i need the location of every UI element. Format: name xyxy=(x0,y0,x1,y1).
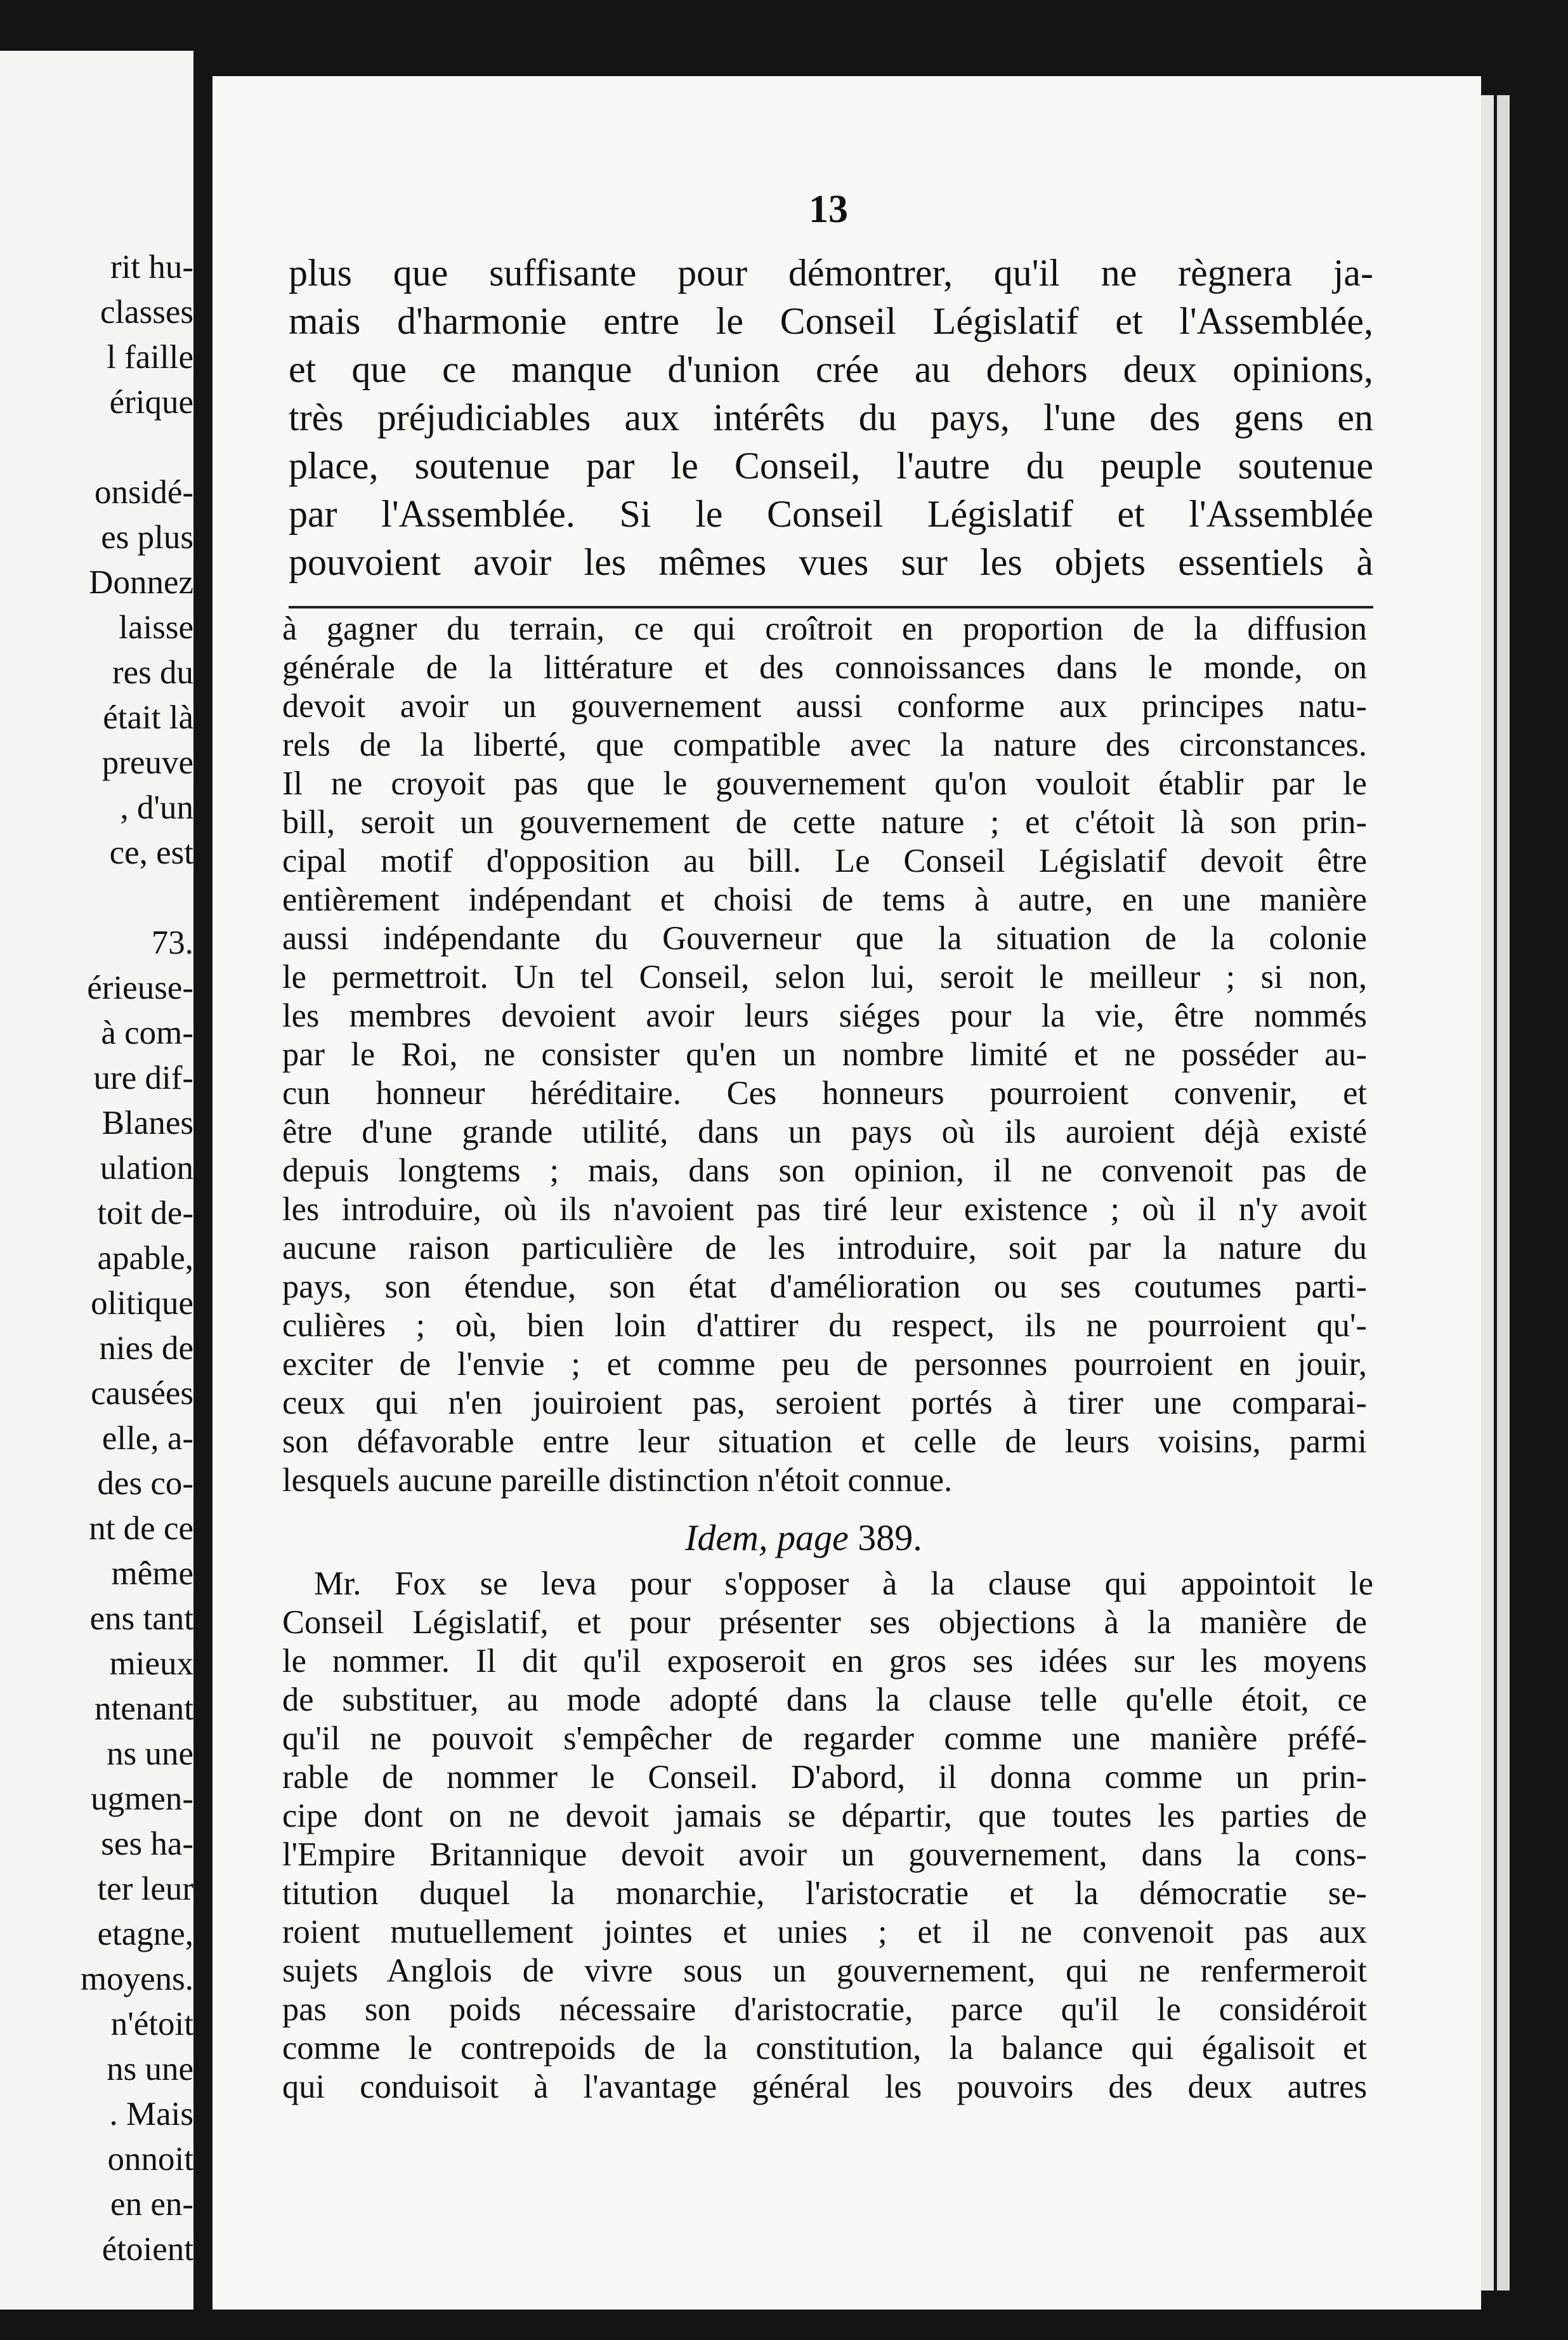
left-page-fragment: moyens. xyxy=(80,1961,193,1997)
left-page-fragment: preuve xyxy=(101,744,193,781)
left-page-fragment: 73. xyxy=(151,924,193,961)
left-page-fragment: à com- xyxy=(101,1015,193,1051)
footnote-line: culières ; où, bien loin d'attirer du respect, ils ne pourroient qu'- xyxy=(282,1307,1367,1344)
left-page-fragment: toit de- xyxy=(97,1195,193,1232)
left-page-fragment: nies de xyxy=(99,1330,193,1367)
footnote-line: cun honneur héréditaire. Ces honneurs pourroient convenir, et xyxy=(282,1075,1367,1112)
footnote-line: devoit avoir un gouvernement aussi conforme aux principes natu- xyxy=(282,688,1367,725)
left-page-fragment: nt de ce xyxy=(89,1510,193,1547)
footnote-line: le permettroit. Un tel Conseil, selon lui, seroit le meilleur ; si non, xyxy=(282,959,1367,996)
left-page-fragment: ses ha- xyxy=(101,1825,193,1862)
footnote-line: les membres devoient avoir leurs siéges pour la vie, être nommés xyxy=(282,997,1367,1034)
left-page-fragment: res du xyxy=(112,654,193,691)
left-page-fragment: , d'un xyxy=(120,789,193,826)
main-text-line: et que ce manque d'union crée au dehors deux opinions, xyxy=(289,348,1373,390)
footnote-line: pays, son étendue, son état d'amélioration ou ses coutumes parti- xyxy=(282,1268,1367,1305)
left-page-fragment: étoient xyxy=(101,2231,193,2268)
left-page-fragment: ulation xyxy=(100,1150,193,1186)
paragraph-line: Mr. Fox se leva pour s'opposer à la clause qui appointoit le xyxy=(314,1565,1373,1602)
left-page-fragment: etagne, xyxy=(97,1916,193,1952)
left-page-fragment: . Mais xyxy=(109,2096,193,2133)
left-page-fragment: classes xyxy=(100,294,193,331)
left-page-fragment: en en- xyxy=(110,2186,193,2223)
left-page-fragment: même xyxy=(111,1555,193,1592)
footnote-line: ceux qui n'en jouiroient pas, seroient portés à tirer une comparai- xyxy=(282,1384,1367,1421)
paragraph-line: pas son poids nécessaire d'aristocratie, parce qu'il le considéroit xyxy=(282,1991,1367,2028)
left-page-fragment: ens tant xyxy=(89,1600,193,1637)
left-page-fragment: Blanes xyxy=(101,1105,193,1141)
paragraph-line: comme le contrepoids de la constitution, la balance qui égalisoit et xyxy=(282,2030,1367,2067)
left-page-fragment: érieuse- xyxy=(87,970,193,1006)
left-page-fragment: apable, xyxy=(97,1240,193,1277)
left-page-fragment: Donnez xyxy=(89,564,193,601)
left-page-fragment: n'étoit xyxy=(110,2006,193,2042)
page-edge xyxy=(1497,95,1510,2291)
main-text-line: mais d'harmonie entre le Conseil Législatif et l'Assemblée, xyxy=(289,300,1373,342)
footnote-line: les introduire, où ils n'avoient pas tiré leur existence ; où il n'y avoit xyxy=(282,1191,1367,1228)
footnote-line: générale de la littérature et des connoissances dans le monde, on xyxy=(282,649,1367,686)
paragraph-line: roient mutuellement jointes et unies ; et il ne convenoit pas aux xyxy=(282,1914,1367,1950)
main-text-line: très préjudiciables aux intérêts du pays, l'une des gens en xyxy=(289,397,1373,438)
left-page-fragment: ns une xyxy=(107,1735,193,1772)
source-reference: Idem, page 389. xyxy=(685,1517,922,1558)
paragraph-line: Conseil Législatif, et pour présenter ses objections à la manière de xyxy=(282,1604,1367,1641)
left-page-fragment: des co- xyxy=(97,1465,193,1502)
left-page-fragment: laisse xyxy=(119,609,193,646)
left-page-fragment: ter leur xyxy=(97,1870,193,1907)
left-page-fragment: causées xyxy=(91,1375,193,1412)
left-page-fragment: onnoit xyxy=(107,2141,193,2178)
left-page-fragment: ure dif- xyxy=(93,1060,193,1096)
footnote-line: Il ne croyoit pas que le gouvernement qu'on vouloit établir par le xyxy=(282,765,1367,802)
footnote-line: depuis longtems ; mais, dans son opinion, il ne convenoit pas de xyxy=(282,1152,1367,1189)
footnote-line: aussi indépendante du Gouverneur que la situation de la colonie xyxy=(282,920,1367,957)
page-edge xyxy=(1481,95,1494,2291)
main-text-line: plus que suffisante pour démontrer, qu'il ne règnera ja- xyxy=(289,252,1373,294)
footnote-line: cipal motif d'opposition au bill. Le Conseil Législatif devoit être xyxy=(282,843,1367,879)
left-page-fragment: es plus xyxy=(101,519,193,556)
main-text-line: pouvoient avoir les mêmes vues sur les objets essentiels à xyxy=(289,541,1373,583)
footnote-rule xyxy=(289,606,1373,608)
left-page-fragment: ce, est xyxy=(109,834,193,871)
footnote-line: être d'une grande utilité, dans un pays où ils auroient déjà existé xyxy=(282,1114,1367,1150)
footnote-line: entièrement indépendant et choisi de tems à autre, en une manière xyxy=(282,881,1367,918)
left-page-fragment: érique xyxy=(109,384,193,421)
paragraph-line: l'Empire Britannique devoit avoir un gouvernement, dans la cons- xyxy=(282,1836,1367,1873)
footnote-line: aucune raison particulière de les introduire, soit par la nature du xyxy=(282,1230,1367,1266)
paragraph-line: cipe dont on ne devoit jamais se départir, que toutes les parties de xyxy=(282,1798,1367,1834)
footnote-line: son défavorable entre leur situation et celle de leurs voisins, parmi xyxy=(282,1423,1367,1460)
left-facing-page xyxy=(0,51,193,2310)
left-page-fragment: onsidé- xyxy=(94,474,193,511)
left-page-fragment: rit hu- xyxy=(110,249,193,286)
footnote-line: rels de la liberté, que compatible avec la nature des circonstances. xyxy=(282,726,1367,763)
left-page-fragment: ntenant xyxy=(95,1690,193,1727)
footnote-line: à gagner du terrain, ce qui croîtroit en proportion de la diffusion xyxy=(282,610,1367,647)
paragraph-line: le nommer. Il dit qu'il exposeroit en gros ses idées sur les moyens xyxy=(282,1643,1367,1679)
left-page-fragment: l faille xyxy=(107,339,193,376)
footnote-line: lesquels aucune pareille distinction n'étoit connue. xyxy=(282,1462,953,1499)
paragraph-line: qu'il ne pouvoit s'empêcher de regarder comme une manière préfé- xyxy=(282,1720,1367,1757)
paragraph-line: qui conduisoit à l'avantage général les pouvoirs des deux autres xyxy=(282,2068,1367,2105)
left-page-fragment: ugmen- xyxy=(91,1780,193,1817)
footnote-line: par le Roi, ne consister qu'en un nombre limité et ne posséder au- xyxy=(282,1036,1367,1073)
paragraph-line: titution duquel la monarchie, l'aristocratie et la démocratie se- xyxy=(282,1875,1367,1912)
page-number: 13 xyxy=(809,188,848,231)
paragraph-line: sujets Anglois de vivre sous un gouvernement, qui ne renfermeroit xyxy=(282,1952,1367,1989)
left-page-fragment: olitique xyxy=(91,1285,193,1322)
footnote-line: exciter de l'envie ; et comme peu de personnes pourroient en jouir, xyxy=(282,1346,1367,1383)
paragraph-line: de substituer, au mode adopté dans la clause telle qu'elle étoit, ce xyxy=(282,1681,1367,1718)
left-page-fragment: était là xyxy=(103,699,193,736)
footnote-line: bill, seroit un gouvernement de cette nature ; et c'étoit là son prin- xyxy=(282,804,1367,841)
left-page-fragment: mieux xyxy=(109,1645,193,1682)
left-page-fragment: ns une xyxy=(107,2051,193,2087)
main-text-line: par l'Assemblée. Si le Conseil Législatif et l'Assemblée xyxy=(289,493,1373,535)
left-page-fragment: elle, a- xyxy=(101,1420,193,1457)
paragraph-line: rable de nommer le Conseil. D'abord, il donna comme un prin- xyxy=(282,1759,1367,1796)
main-text-line: place, soutenue par le Conseil, l'autre du peuple soutenue xyxy=(289,445,1373,487)
